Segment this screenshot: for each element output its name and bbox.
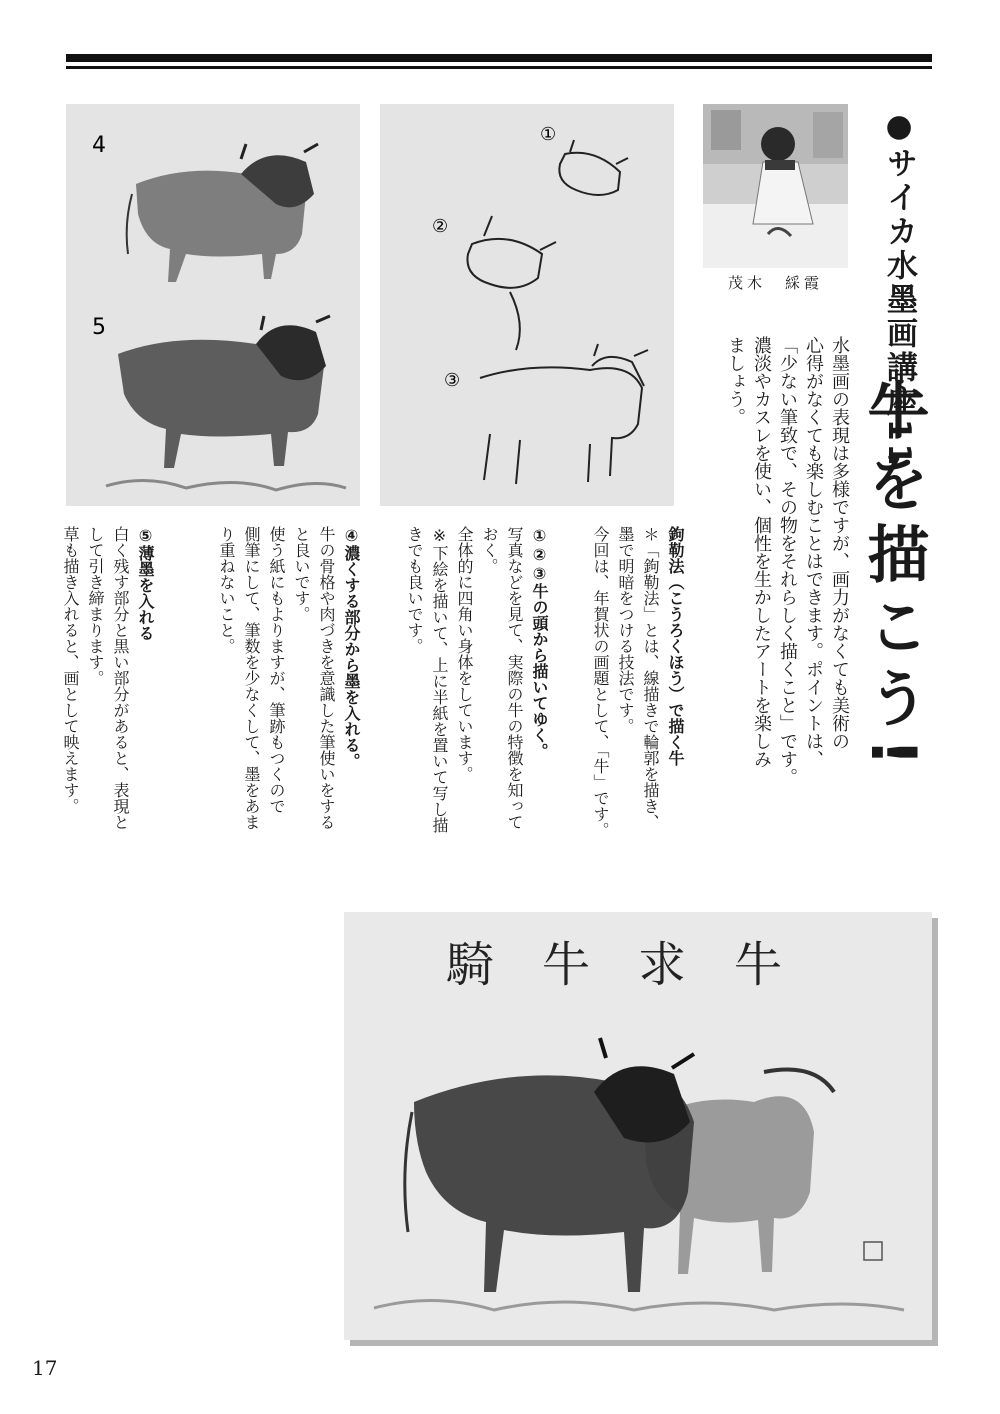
step-label-1: ① xyxy=(540,124,557,145)
section-line: 白く残す部分と黒い部分があると、表現と xyxy=(111,526,130,830)
intro-line: 心得がなくても楽しむことはできます。ポイントは、 xyxy=(803,336,824,768)
section-step-4 xyxy=(214,526,364,906)
author-photo xyxy=(703,104,848,268)
header-rule-thick xyxy=(66,54,932,62)
author-photo-image xyxy=(703,104,848,268)
section-heading: ⑤薄墨を入れる xyxy=(136,526,155,641)
example-artwork xyxy=(344,912,932,1340)
section-line: ＊「鉤勒法」とは、線描きで輪郭を描き、 xyxy=(641,526,660,830)
section-line: 牛の骨格や肉づきを意識した筆使いをする xyxy=(317,526,336,830)
step-label-3: ③ xyxy=(444,370,461,391)
section-kouroku xyxy=(588,526,688,906)
section-step-1-3 xyxy=(402,526,552,906)
section-heading: ④濃くする部分から墨を入れる。 xyxy=(342,526,361,769)
section-line: 墨で明暗をつける技法です。 xyxy=(616,526,635,734)
section-heading: ①②③牛の頭から描いてゆく。 xyxy=(530,526,549,759)
series-title: ●サイカ水墨画講座11 xyxy=(881,108,917,469)
section-line: きでも良いです。 xyxy=(405,526,424,654)
section-heading: 鉤勒法（こうろくほう）で描く牛 xyxy=(666,526,685,766)
section-line: 今回は、年賀状の画題として、「牛」です。 xyxy=(591,526,610,838)
illustration-steps-1-3 xyxy=(380,104,674,506)
step-label-4: 4 xyxy=(92,133,106,158)
intro-line: 「少ない筆致で、その物をそれらしく描くこと」です。 xyxy=(777,336,798,786)
illustration-steps-4-5 xyxy=(66,104,360,506)
section-line: 写真などを見て、実際の牛の特徴を知って xyxy=(505,526,524,830)
section-line: と良いです。 xyxy=(292,526,311,622)
intro-line: 濃淡やカスレを使い、個性を生かしたアートを楽しみ xyxy=(751,336,772,768)
steps-1-3-drawing xyxy=(380,104,674,506)
step-label-5: 5 xyxy=(92,315,106,340)
photo-caption: 茂木 綵霞 xyxy=(727,274,823,292)
step-label-2: ② xyxy=(432,216,449,237)
section-line: 側筆にして、筆数を少なくして、墨をあま xyxy=(242,526,261,830)
header-rule-thin xyxy=(66,66,932,69)
section-line: ※下絵を描いて、上に半紙を置いて写し描 xyxy=(430,526,449,833)
section-line: 全体的に四角い身体をしています。 xyxy=(455,526,474,782)
section-line: 草も描き入れると、画として映えます。 xyxy=(61,526,80,814)
section-step-5 xyxy=(58,526,158,906)
page-title: 牛を描こう! xyxy=(857,378,930,777)
section-line: おく。 xyxy=(480,526,499,574)
artwork-inscription: 騎牛求牛 xyxy=(445,937,830,993)
section-line: 使う紙にもよりますが、筆跡もつくので xyxy=(267,526,286,814)
steps-4-5-drawing xyxy=(66,104,360,506)
section-line: り重ねないこと。 xyxy=(217,526,236,654)
page-number: 17 xyxy=(32,1356,58,1380)
intro-text xyxy=(722,336,852,806)
section-line: して引き締まります。 xyxy=(86,526,105,686)
intro-line: ましょう。 xyxy=(725,336,746,426)
intro-line: 水墨画の表現は多様ですが、画力がなくても美術の xyxy=(829,336,850,750)
